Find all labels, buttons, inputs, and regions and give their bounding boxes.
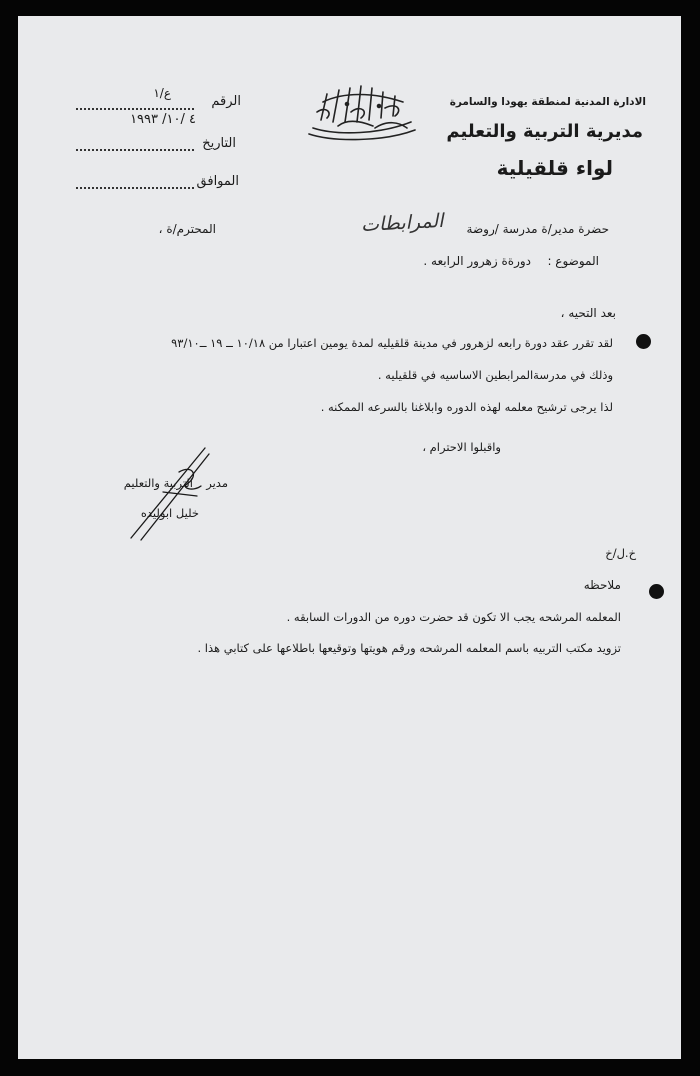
directorate-title: مديرية التربية والتعليم — [446, 121, 643, 142]
subject-label: الموضوع : — [547, 254, 599, 268]
date-value: ٤ /١٠/ ١٩٩٣ — [130, 112, 196, 127]
punch-hole-bottom — [649, 584, 664, 599]
basmala-calligraphy — [303, 82, 423, 144]
signature-title-a: مدير — [206, 476, 228, 490]
corresponding-label: الموافق — [196, 174, 239, 189]
authority-line: الادارة المدنية لمنطقة يهودا والسامرة — [449, 96, 646, 108]
number-label: الرقم — [211, 94, 241, 109]
handwritten-school-name: المرابطات — [360, 209, 444, 237]
signature-name: خليل ابوليده — [140, 506, 199, 520]
note-line-1: المعلمه المرشحه يجب الا تكون قد حضرت دوره من الدورات السابقه . — [286, 610, 621, 624]
addressee-line: حضرة مدير/ة مدرسة /روضة — [466, 222, 609, 236]
subject-text: دورةة زهرور الرابعه . — [423, 254, 531, 268]
note-line-2: تزويد مكتب التربيه باسم المعلمه المرشحه ورقم هويتها وتوقيعها باطلاعها على كتابي هذا . — [197, 641, 621, 655]
letter-page — [18, 16, 681, 1059]
corresponding-dots — [76, 187, 194, 189]
number-dots — [76, 108, 194, 110]
district-title: لواء قلقيلية — [496, 156, 613, 180]
body-line-1: لقد تقرر عقد دورة رابعه لزهرور في مدينة قلقيليه لمدة يومين اعتبارا من ١٠/١٨ ــ ١٩ ــ٩٣/١٠ — [171, 336, 613, 350]
body-line-4: واقبلوا الاحترام ، — [422, 440, 501, 454]
number-value: ع/١ — [153, 86, 171, 100]
note-label: ملاحظه — [583, 578, 621, 592]
initials: خ.ل/خ — [605, 546, 636, 560]
date-dots — [76, 149, 194, 151]
body-line-2: وذلك في مدرسةالمرابطين الاساسيه في قلقيليه . — [377, 368, 613, 382]
signature-title-b: التربية والتعليم — [123, 476, 193, 490]
punch-hole-top — [636, 334, 651, 349]
date-label: التاريخ — [202, 136, 236, 151]
handwritten-signature — [123, 444, 213, 544]
addressee-honorific: المحترم/ة ، — [158, 222, 216, 236]
greeting: بعد التحيه ، — [560, 306, 616, 320]
body-line-3: لذا يرجى ترشيح معلمه لهذه الدوره وابلاغنا بالسرعه الممكنه . — [320, 400, 613, 414]
